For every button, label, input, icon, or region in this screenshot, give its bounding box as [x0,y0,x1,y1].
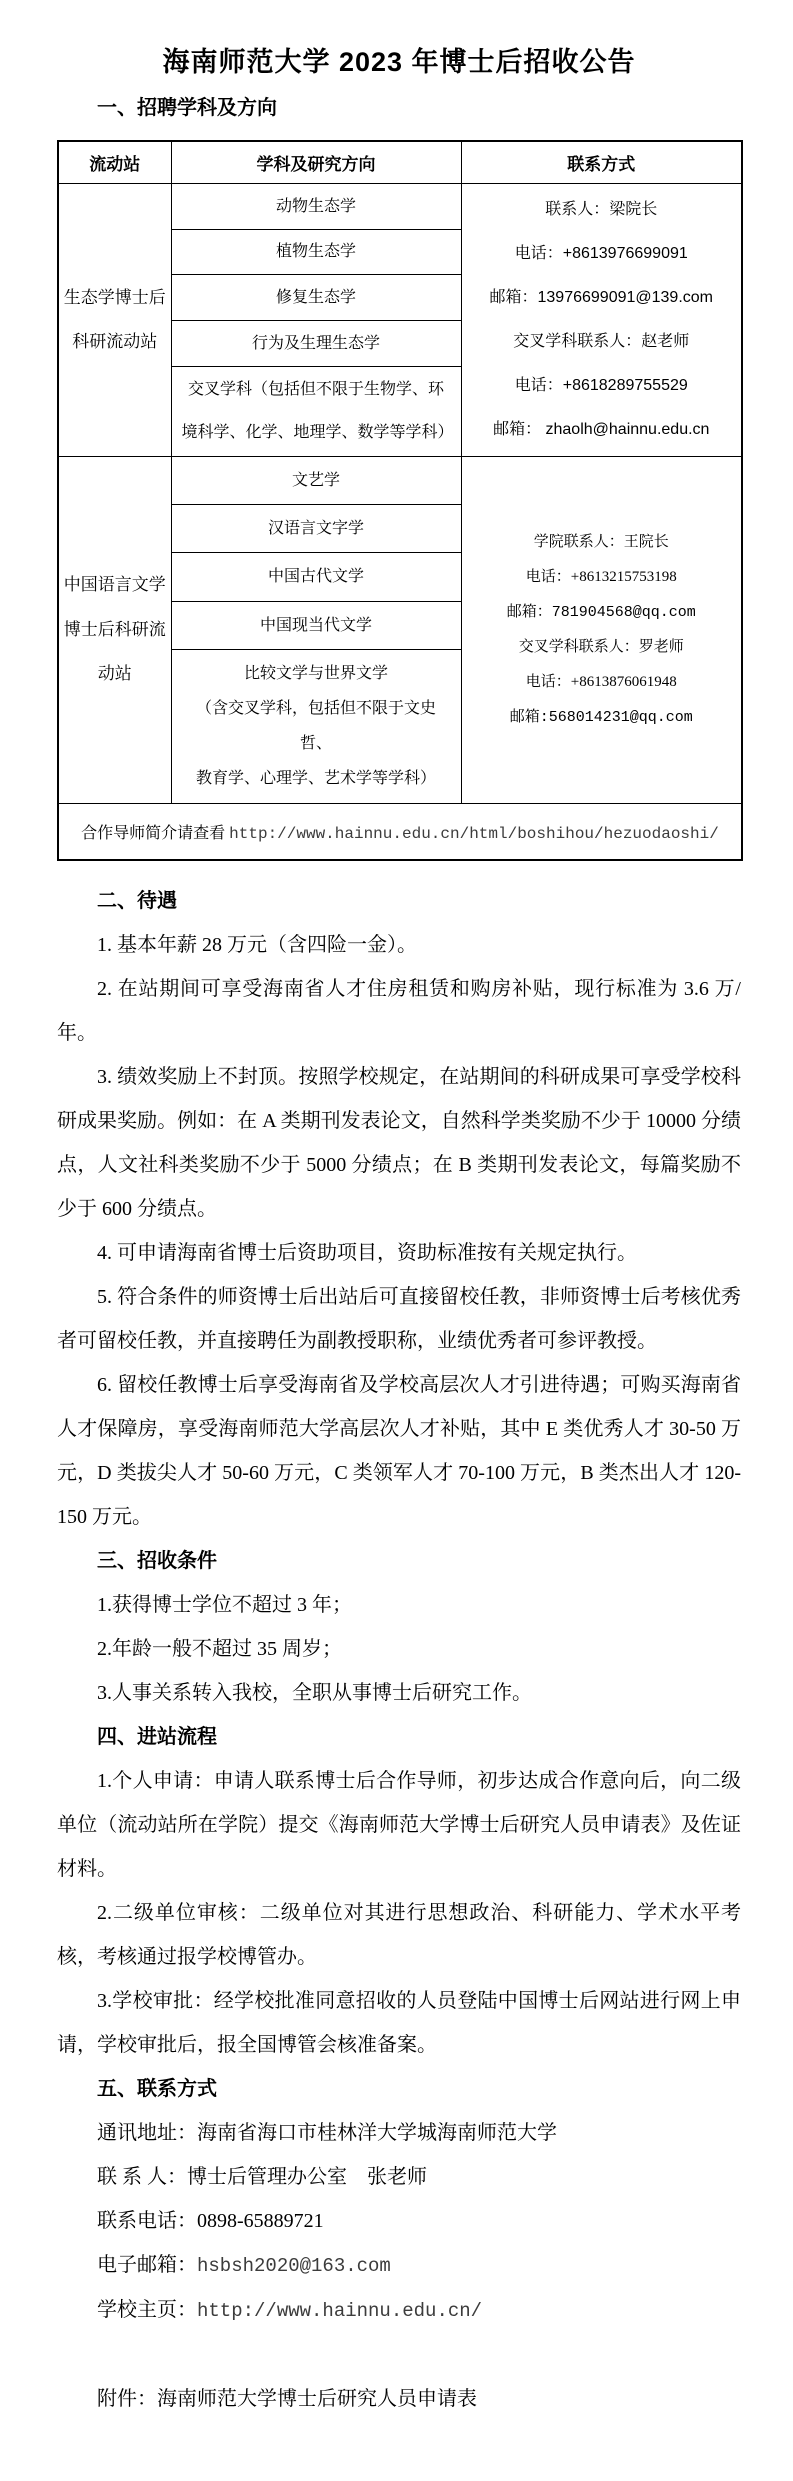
paragraph: 1. 基本年薪 28 万元（含四险一金）。 [97,933,417,956]
major-line: （含交叉学科，包括但不限于文史哲、 [195,699,436,753]
contact-homepage-line [57,2288,741,2333]
major-cell: 行为及生理生态学 [171,320,461,366]
contact-value: 0898-65889721 [197,2209,324,2232]
paragraph: 1.获得博士学位不超过 3 年； [97,1593,352,1616]
contact-person-line [57,2155,741,2199]
section4-heading: 四、进站流程 [97,1725,217,1748]
paragraph: 2. 在站期间可享受海南省人才住房租赁和购房补贴，现行标准为 3.6 万/年。 [57,977,741,1044]
paragraph: 3. 绩效奖励上不封顶。按照学校规定，在站期间的科研成果可享受学校科研成果奖励。例如：在 A 类期刊发表论文，自然科学类奖励不少于 10000 分绩点，人文社科类奖励不少于 5000 分绩点；在 B 类期刊发表论文，每篇奖励不少于 600 分绩点。 [57,1065,741,1220]
contact-label: 通讯地址： [97,2121,197,2144]
contact-line: 邮箱： zhaolh@hainnu.edu.cn [493,421,710,438]
mentor-info-row [58,803,742,860]
paragraph: 4. 可申请海南省博士后资助项目，资助标准按有关规定执行。 [97,1241,637,1264]
col-header-major: 学科及研究方向 [171,141,461,184]
contact-line: 邮箱：13976699091@139.com [489,289,713,306]
contact-email-value: hsbsh2020@163.com [197,2254,391,2277]
contact-address-line [57,2111,741,2155]
recruitment-table [57,140,743,861]
contact-line: 电话：+8613215753198 [525,568,677,585]
section1-heading: 一、招聘学科及方向 [97,97,277,119]
contact-value: 海南省海口市桂林洋大学城海南师范大学 [197,2121,557,2144]
mentor-info-url: http://www.hainnu.edu.cn/html/boshihou/hezuodaoshi/ [229,824,719,843]
contact-cell-chinese-literature [461,457,742,804]
attachment-note: 附件：海南师范大学博士后研究人员申请表 [97,2387,477,2410]
major-cell: 植物生态学 [171,229,461,275]
table-header-row [58,141,742,184]
contact-email-line [57,2243,741,2288]
major-cell: 动物生态学 [171,184,461,230]
contact-line: 邮箱:568014231@qq.com [509,708,693,726]
section5-heading: 五、联系方式 [97,2077,217,2100]
major-cell: 修复生态学 [171,275,461,321]
table-row [58,457,742,505]
major-cell: 汉语言文字学 [171,505,461,553]
major-cell-comparative-literature [171,649,461,803]
station-line: 动站 [97,663,132,683]
contact-line: 联系人：梁院长 [545,201,658,218]
station-cell-chinese-literature [58,457,171,804]
mentor-info-cell [58,803,742,860]
contact-line: 电话：+8613976699091 [514,245,688,262]
contact-line: 交叉学科联系人：赵老师 [513,333,690,350]
contact-value: 博士后管理办公室 张老师 [187,2165,427,2188]
station-line: 生态学博士后 [63,287,166,307]
col-header-contact: 联系方式 [461,141,742,184]
contact-cell-ecology [461,184,742,457]
contact-line: 交叉学科联系人：罗老师 [518,638,684,655]
section3-heading: 三、招收条件 [97,1549,217,1572]
section2-heading: 二、待遇 [97,889,177,912]
contact-line: 邮箱：781904568@qq.com [506,603,696,621]
major-line: 比较文学与世界文学 [243,664,388,682]
station-line: 科研流动站 [72,332,158,351]
contact-line: 电话：+8613876061948 [525,673,677,690]
contact-line: 学院联系人：王院长 [533,533,669,550]
contact-phone-line [57,2199,741,2243]
paragraph: 3.人事关系转入我校，全职从事博士后研究工作。 [97,1681,532,1704]
station-cell-ecology [58,184,171,457]
page-title: 海南师范大学 2023 年博士后招收公告 [162,47,636,77]
major-cell-interdisciplinary: 交叉学科（包括但不限于生物学、环境科学、化学、地理学、数学等学科） [171,366,461,456]
document-body [57,879,741,2421]
station-line: 中国语言文学 [63,575,166,595]
paragraph: 6. 留校任教博士后享受海南省及学校高层次人才引进待遇；可购买海南省人才保障房，享受海南师范大学高层次人才补贴，其中 E 类优秀人才 30-50 万元，D 类拔尖人才 50-60 万元，C 类领军人才 70-100 万元，B 类杰出人才 120-150 万元。 [57,1373,741,1528]
major-line: 教育学、心理学、艺术学等学科） [195,770,436,788]
station-line: 博士后科研流 [63,619,166,639]
contact-line: 电话：+8618289755529 [514,377,688,394]
contact-label: 电子邮箱： [97,2253,197,2276]
contact-homepage-url: http://www.hainnu.edu.cn/ [197,2299,483,2322]
table-row [58,184,742,230]
paragraph: 2.二级单位审核：二级单位对其进行思想政治、科研能力、学术水平考核，考核通过报学校博管办。 [57,1901,741,1968]
contact-label: 联系电话： [97,2209,197,2232]
col-header-station: 流动站 [58,141,171,184]
major-cell: 中国现当代文学 [171,601,461,649]
paragraph: 3.学校审批：经学校批准同意招收的人员登陆中国博士后网站进行网上申请，学校审批后，报全国博管会核准备案。 [57,1989,741,2056]
contact-label: 学校主页： [97,2298,197,2321]
paragraph: 1.个人申请：申请人联系博士后合作导师，初步达成合作意向后，向二级单位（流动站所在学院）提交《海南师范大学博士后研究人员申请表》及佐证材料。 [57,1769,741,1880]
contact-label: 联 系 人： [97,2165,187,2188]
paragraph: 5. 符合条件的师资博士后出站后可直接留校任教，非师资博士后考核优秀者可留校任教，并直接聘任为副教授职称，业绩优秀者可参评教授。 [57,1285,741,1352]
paragraph: 2.年龄一般不超过 35 周岁； [97,1637,342,1660]
major-cell: 中国古代文学 [171,553,461,601]
mentor-info-label: 合作导师简介请查看 [81,824,230,842]
major-cell: 文艺学 [171,457,461,505]
